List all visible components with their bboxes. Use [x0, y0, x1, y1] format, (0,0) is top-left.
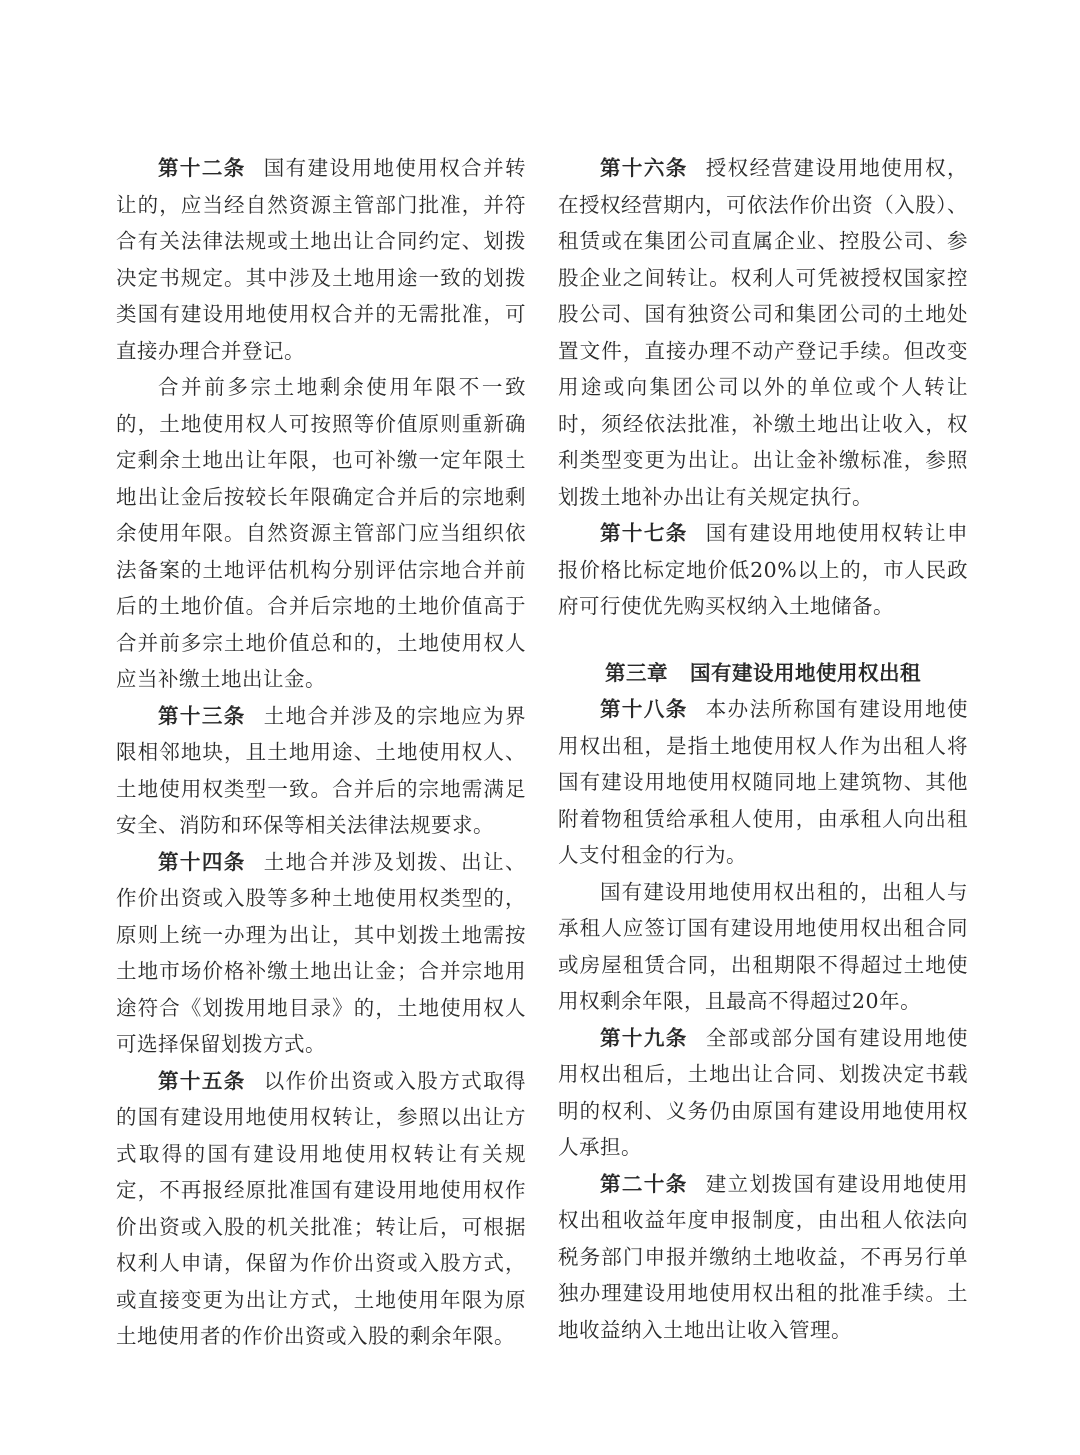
right-column: [558, 150, 968, 1348]
article-14: [116, 844, 526, 1063]
article-number: 第十三条: [158, 703, 246, 728]
article-text: 国有建设用地使用权合并转让的，应当经自然资源主管部门批准，并符合有关法律法规或土地出让合同约定、划拨决定书规定。其中涉及土地用途一致的划拨类国有建设用地使用权合并的无需批准，可直接办理合并登记。: [116, 156, 527, 363]
article-number: 第十七条: [600, 521, 688, 545]
article-text: 建立划拨国有建设用地使用权出租收益年度申报制度，由出租人依法向税务部门申报并缴纳土地收益，不再另行单独办理建设用地使用权出租的批准手续。土地收益纳入土地出让收入管理。: [558, 1171, 969, 1342]
article-17: [558, 515, 968, 625]
article-text: 土地合并涉及的宗地应为界限相邻地块，且土地用途、土地使用权人、土地使用权类型一致。合并后的宗地需满足安全、消防和环保等相关法律法规要求。: [116, 703, 527, 837]
article-text: 授权经营建设用地使用权，在授权经营期内，可依法作价出资（入股）、租赁或在集团公司直属企业、控股公司、参股企业之间转让。权利人可凭被授权国家控股公司、国有独资公司和集团公司的土地处置文件，直接办理不动产登记手续。但改变用途或向集团公司以外的单位或个人转让时，须经依法批准，补缴土地出让收入，权利类型变更为出让。出让金补缴标准，参照划拨土地补办出让有关规定执行。: [558, 156, 969, 509]
article-text: 国有建设用地使用权转让申报价格比标定地价低20%以上的，市人民政府可行使优先购买权纳入土地储备。: [558, 521, 969, 618]
article-number: 第十四条: [158, 849, 246, 874]
left-column: [116, 150, 526, 1355]
article-number: 第二十条: [600, 1171, 688, 1196]
article-number: 第十九条: [600, 1025, 688, 1050]
article-18: [558, 691, 968, 874]
article-number: 第十五条: [158, 1068, 246, 1093]
article-text: 土地合并涉及划拨、出让、作价出资或入股等多种土地使用权类型的，原则上统一办理为出让，其中划拨土地需按土地市场价格补缴土地出让金；合并宗地用途符合《划拨用地目录》的，土地使用权人可选择保留划拨方式。: [116, 849, 527, 1056]
article-text: 全部或部分国有建设用地使用权出租后，土地出让合同、划拨决定书载明的权利、义务仍由原国有建设用地使用权人承担。: [558, 1025, 969, 1159]
article-text: 以作价出资或入股方式取得的国有建设用地使用权转让，参照以出让方式取得的国有建设用地使用权转让有关规定，不再报经原批准国有建设用地使用权作价出资或入股的机关批准；转让后，可根据权利人申请，保留为作价出资或入股方式，或直接变更为出让方式，土地使用年限为原土地使用者的作价出资或入股的剩余年限。: [116, 1068, 527, 1348]
article-number: 第十八条: [600, 697, 688, 721]
article-13: [116, 698, 526, 844]
article-20: [558, 1166, 968, 1349]
article-16: [558, 150, 968, 515]
chapter-heading: [558, 655, 968, 692]
article-15: [116, 1063, 526, 1355]
chapter-title: 国有建设用地使用权出租: [690, 660, 921, 685]
article-19: [558, 1020, 968, 1166]
article-18-paragraph-2: 国有建设用地使用权出租的，出租人与承租人应签订国有建设用地使用权出租合同或房屋租赁合同，出租期限不得超过土地使用权剩余年限，且最高不得超过20年。: [558, 879, 968, 1013]
article-12-paragraph-2: 合并前多宗土地剩余使用年限不一致的，土地使用权人可按照等价值原则重新确定剩余土地出让年限，也可补缴一定年限土地出让金后按较长年限确定合并后的宗地剩余使用年限。自然资源主管部门应当组织依法备案的土地评估机构分别评估宗地合并前后的土地价值。合并后宗地的土地价值高于合并前多宗土地价值总和的，土地使用权人应当补缴土地出让金。: [116, 375, 526, 691]
article-12: [116, 150, 526, 369]
article-text: 本办法所称国有建设用地使用权出租，是指土地使用权人作为出租人将国有建设用地使用权随同地上建筑物、其他附着物租赁给承租人使用，由承租人向出租人支付租金的行为。: [558, 697, 969, 867]
article-number: 第十二条: [158, 156, 246, 180]
article-number: 第十六条: [600, 156, 688, 180]
chapter-number: 第三章: [605, 660, 668, 685]
